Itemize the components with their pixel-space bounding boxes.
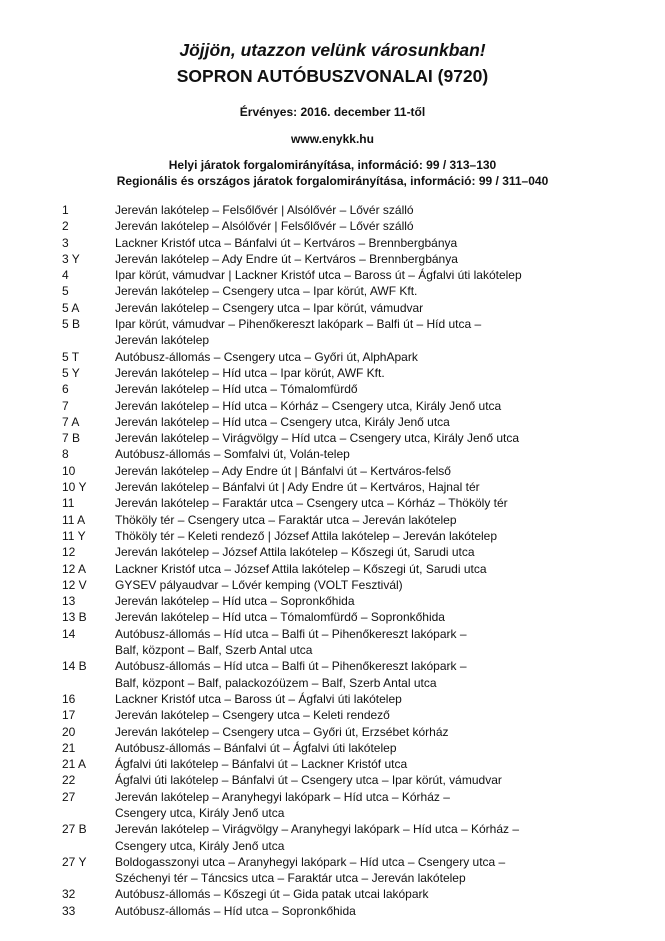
route-number: 12: [62, 545, 76, 560]
route-number: 33: [62, 903, 76, 918]
route-row: [62, 544, 652, 560]
route-description-line: Ipar körút, vámudvar | Lackner Kristóf utca – Baross út – Ágfalvi úti lakótelep: [115, 268, 522, 283]
route-description-line: Jereván lakótelep – Híd utca – Kórház – Csengery utca, Király Jenő utca: [115, 398, 502, 413]
route-description: [115, 577, 652, 593]
route-description-line: Balf, központ – Balf, Szerb Antal utca: [115, 643, 313, 658]
route-number: 20: [62, 724, 76, 739]
route-description: [115, 626, 652, 659]
route-description-line: Autóbusz-állomás – Kőszegi út – Gida patak utcai lakópark: [115, 887, 429, 902]
route-description: [115, 658, 652, 691]
route-number: 7 B: [62, 431, 81, 446]
route-description-line: Jereván lakótelep – Csengery utca – Győri út, Erzsébet kórház: [115, 724, 449, 739]
route-row: [62, 821, 652, 854]
valid-from: Érvényes: 2016. december 11-től: [239, 105, 426, 119]
route-description: [115, 479, 652, 495]
route-row: [62, 349, 652, 365]
route-description-line: Lackner Kristóf utca – Bánfalvi út – Kertváros – Brennbergbánya: [115, 235, 458, 250]
route-number: 3 Y: [62, 251, 80, 266]
route-row: [62, 789, 652, 822]
route-row: [62, 479, 652, 495]
route-description-line: Jereván lakótelep – Híd utca – Ipar körút, AWF Kft.: [115, 365, 385, 380]
route-description: [115, 218, 652, 234]
route-description: [115, 251, 652, 267]
route-description: [115, 609, 652, 625]
route-description: [115, 283, 652, 299]
route-description-line: Jereván lakótelep – József Attila lakótelep – Kőszegi út, Sarudi utca: [115, 545, 475, 560]
route-description-line: Jereván lakótelep – Ady Endre út – Kertváros – Brennbergbánya: [115, 251, 458, 266]
route-description: [115, 593, 652, 609]
route-number: 11 A: [62, 512, 86, 527]
route-description-line: Jereván lakótelep – Híd utca – Tómalomfürdő – Sopronkőhida: [115, 610, 445, 625]
route-description-line: Autóbusz-állomás – Híd utca – Balfi út – Pihenőkereszt lakópark –: [115, 659, 467, 674]
route-number: 8: [62, 447, 69, 462]
route-row: [62, 414, 652, 430]
route-description: [115, 512, 652, 528]
route-description: [115, 691, 652, 707]
route-row: [62, 707, 652, 723]
route-row: [62, 512, 652, 528]
route-description-line: Jereván lakótelep – Virágvölgy – Híd utca – Csengery utca, Király Jenő utca: [115, 431, 520, 446]
route-description: [115, 903, 652, 919]
route-number: 27 B: [62, 822, 87, 837]
route-row: [62, 495, 652, 511]
route-row: [62, 283, 652, 299]
route-number: 5 T: [62, 349, 80, 364]
route-description-line: Ipar körút, vámudvar – Pihenőkereszt lakópark – Balfi út – Híd utca –: [115, 317, 482, 332]
route-description: [115, 528, 652, 544]
route-row: [62, 593, 652, 609]
route-description: [115, 789, 652, 822]
route-number: 13 B: [62, 610, 87, 625]
route-description: [115, 740, 652, 756]
route-row: [62, 886, 652, 902]
route-description: [115, 707, 652, 723]
route-number: 3: [62, 235, 69, 250]
route-row: [62, 300, 652, 316]
route-description: [115, 267, 652, 283]
route-row: [62, 691, 652, 707]
page-title: SOPRON AUTÓBUSZVONALAI (9720): [176, 66, 489, 86]
route-number: 1: [62, 203, 69, 217]
route-description-line: Jereván lakótelep – Csengery utca – Ipar körút, vámudvar: [115, 300, 424, 315]
route-description-line: Jereván lakótelep – Ady Endre út | Bánfalvi út – Kertváros-felső: [115, 463, 451, 478]
route-description-line: Autóbusz-állomás – Híd utca – Balfi út – Pihenőkereszt lakópark –: [115, 626, 467, 641]
route-row: [62, 903, 652, 919]
website: www.enykk.hu: [291, 132, 374, 146]
route-description: [115, 414, 652, 430]
route-number: 5 Y: [62, 365, 80, 380]
route-description: [115, 463, 652, 479]
route-number: 5: [62, 284, 69, 299]
route-row: [62, 609, 652, 625]
route-description-line: Jereván lakótelep – Aranyhegyi lakópark – Híd utca – Kórház –: [115, 789, 450, 804]
route-description: [115, 886, 652, 902]
route-number: 27: [62, 789, 76, 804]
route-list: [62, 202, 652, 919]
route-description-line: Csengery utca, Király Jenő utca: [115, 805, 285, 820]
route-row: [62, 772, 652, 788]
route-number: 4: [62, 268, 69, 283]
route-number: 21: [62, 740, 76, 755]
route-description-line: Jereván lakótelep – Csengery utca – Ipar körút, AWF Kft.: [115, 284, 418, 299]
route-number: 14 B: [62, 659, 87, 674]
route-description-line: Csengery utca, Király Jenő utca: [115, 838, 285, 853]
route-number: 12 V: [62, 577, 87, 592]
route-description: [115, 495, 652, 511]
route-description-line: Balf, központ – Balf, palackozóüzem – Balf, Szerb Antal utca: [115, 675, 437, 690]
route-description-line: Thököly tér – Keleti rendező | József Attila lakótelep – Jereván lakótelep: [115, 528, 498, 543]
route-row: [62, 626, 652, 659]
route-description-line: Széchenyi tér – Táncsics utca – Faraktár utca – Jereván lakótelep: [115, 871, 466, 886]
route-number: 10: [62, 463, 76, 478]
route-description: [115, 430, 652, 446]
route-number: 32: [62, 887, 76, 902]
route-number: 14: [62, 626, 76, 641]
route-row: [62, 577, 652, 593]
slogan: Jöjjön, utazzon velünk városunkban!: [179, 40, 486, 60]
route-description: [115, 381, 652, 397]
route-number: 2: [62, 219, 69, 234]
route-description: [115, 544, 652, 560]
route-description: [115, 202, 652, 218]
route-row: [62, 740, 652, 756]
route-row: [62, 398, 652, 414]
route-description-line: Jereván lakótelep – Híd utca – Tómalomfürdő: [115, 382, 358, 397]
route-description-line: Jereván lakótelep: [115, 333, 210, 348]
route-description-line: Jereván lakótelep – Bánfalvi út | Ady Endre út – Kertváros, Hajnal tér: [115, 480, 480, 495]
route-row: [62, 381, 652, 397]
route-description: [115, 772, 652, 788]
route-row: [62, 202, 652, 218]
route-row: [62, 365, 652, 381]
route-number: 7: [62, 398, 69, 413]
route-description: [115, 561, 652, 577]
route-row: [62, 528, 652, 544]
route-description-line: Autóbusz-állomás – Somfalvi út, Volán-telep: [115, 447, 350, 462]
route-description-line: Lackner Kristóf utca – Baross út – Ágfalvi úti lakótelep: [115, 691, 402, 706]
route-description-line: Ágfalvi úti lakótelep – Bánfalvi út – Lackner Kristóf utca: [115, 757, 408, 772]
route-description-line: Jereván lakótelep – Felsőlővér | Alsólővér – Lővér szálló: [115, 203, 414, 217]
route-description-line: Thököly tér – Csengery utca – Faraktár utca – Jereván lakótelep: [115, 512, 457, 527]
route-row: [62, 267, 652, 283]
route-description-line: Ágfalvi úti lakótelep – Bánfalvi út – Csengery utca – Ipar körút, vámudvar: [115, 773, 502, 788]
route-number: 7 A: [62, 414, 80, 429]
route-row: [62, 446, 652, 462]
route-row: [62, 724, 652, 740]
route-description-line: Jereván lakótelep – Híd utca – Csengery utca, Király Jenő utca: [115, 414, 450, 429]
route-number: 13: [62, 594, 76, 609]
route-description: [115, 821, 652, 854]
route-row: [62, 658, 652, 691]
route-number: 11: [62, 496, 75, 511]
route-number: 12 A: [62, 561, 87, 576]
route-number: 21 A: [62, 757, 87, 772]
info-regional: Regionális és országos járatok forgalomirányítása, információ: 99 / 311–040: [116, 174, 549, 188]
route-number: 22: [62, 773, 76, 788]
route-description: [115, 446, 652, 462]
route-description: [115, 365, 652, 381]
route-description-line: Lackner Kristóf utca – József Attila lakótelep – Kőszegi út, Sarudi utca: [115, 561, 487, 576]
route-description-line: Boldogasszonyi utca – Aranyhegyi lakópark – Híd utca – Csengery utca –: [115, 854, 506, 869]
route-row: [62, 854, 652, 887]
route-number: 10 Y: [62, 480, 87, 495]
route-number: 5 B: [62, 317, 81, 332]
route-description-line: GYSEV pályaudvar – Lővér kemping (VOLT Fesztivál): [115, 577, 403, 592]
route-description: [115, 235, 652, 251]
route-description-line: Jereván lakótelep – Híd utca – Sopronkőhida: [115, 594, 355, 609]
route-number: 17: [62, 708, 76, 723]
route-row: [62, 463, 652, 479]
route-description-line: Autóbusz-állomás – Csengery utca – Győri út, AlphApark: [115, 349, 418, 364]
route-row: [62, 756, 652, 772]
route-number: 5 A: [62, 300, 80, 315]
route-description: [115, 756, 652, 772]
route-description: [115, 724, 652, 740]
route-description-line: Autóbusz-állomás – Bánfalvi út – Ágfalvi úti lakótelep: [115, 740, 397, 755]
route-description-line: Jereván lakótelep – Csengery utca – Keleti rendező: [115, 708, 390, 723]
route-number: 11 Y: [62, 528, 86, 543]
info-local: Helyi járatok forgalomirányítása, információ: 99 / 313–130: [168, 158, 497, 172]
route-row: [62, 316, 652, 349]
route-row: [62, 430, 652, 446]
route-number: 16: [62, 691, 76, 706]
route-row: [62, 218, 652, 234]
route-number: 27 Y: [62, 854, 87, 869]
route-row: [62, 235, 652, 251]
route-description: [115, 854, 652, 887]
route-row: [62, 251, 652, 267]
route-description-line: Jereván lakótelep – Virágvölgy – Aranyhegyi lakópark – Híd utca – Kórház –: [115, 822, 520, 837]
route-description: [115, 316, 652, 349]
route-description-line: Jereván lakótelep – Alsólővér | Felsőlővér – Lővér szálló: [115, 219, 414, 234]
route-description-line: Autóbusz-állomás – Híd utca – Sopronkőhida: [115, 903, 356, 918]
route-number: 6: [62, 382, 69, 397]
route-description: [115, 398, 652, 414]
route-row: [62, 561, 652, 577]
route-description: [115, 300, 652, 316]
route-description-line: Jereván lakótelep – Faraktár utca – Csengery utca – Kórház – Thököly tér: [115, 496, 508, 511]
route-description: [115, 349, 652, 365]
